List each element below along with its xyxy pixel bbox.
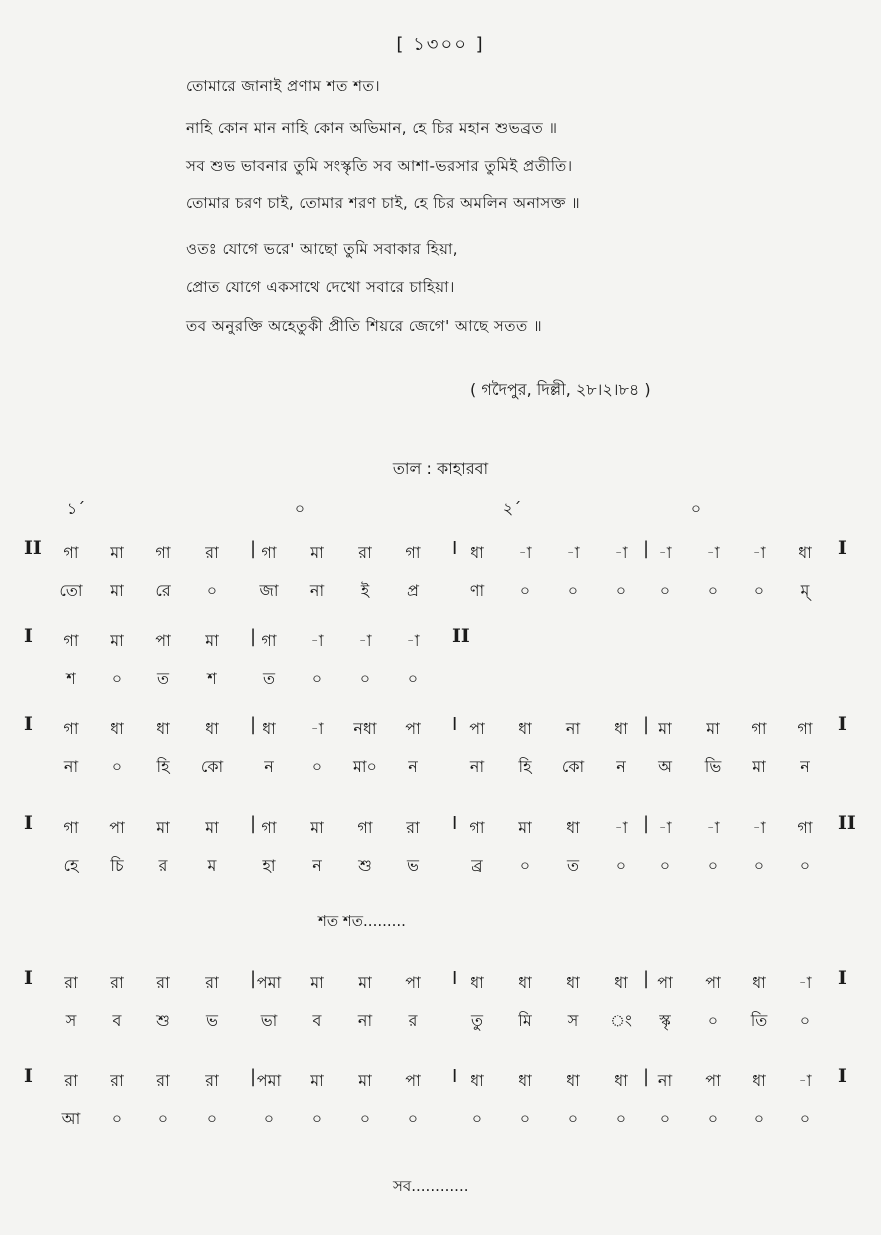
swara-note: রা xyxy=(406,818,420,837)
swara-note: ধা xyxy=(566,973,580,992)
lyric-syllable: ০ xyxy=(707,1109,719,1128)
beat-marker: ১´ xyxy=(66,499,86,518)
swara-note: -া xyxy=(566,543,580,562)
lyric-syllable: ন xyxy=(264,757,274,776)
swara-note: ধা xyxy=(470,973,484,992)
lyric-syllable: ০ xyxy=(111,1109,123,1128)
swara-note: ধা xyxy=(614,1071,628,1090)
lyric-syllable: ম্ xyxy=(800,581,810,600)
lyric-syllable: ণা xyxy=(469,581,485,600)
swara-note: -া xyxy=(752,543,766,562)
swara-note: ধা xyxy=(518,973,532,992)
beat-divider: I xyxy=(452,714,458,735)
lyric-syllable: না xyxy=(309,581,325,600)
continuation-text: সব............ xyxy=(393,1177,469,1195)
lyric-syllable: আ xyxy=(61,1109,81,1128)
beat-divider: I xyxy=(452,813,458,834)
swara-note: পা xyxy=(405,719,421,738)
swara-note: রা xyxy=(156,1071,170,1090)
swara-note: না xyxy=(565,719,581,738)
end-barline: I xyxy=(838,967,847,989)
lyric-syllable: স্কৃ xyxy=(659,1011,671,1030)
lyric-syllable: ত xyxy=(566,856,579,875)
swara-note: -া xyxy=(310,719,324,738)
start-barline: II xyxy=(24,537,42,559)
start-barline: I xyxy=(24,713,33,735)
lyric-syllable: ০ xyxy=(799,1109,811,1128)
swara-note: ধা xyxy=(470,543,484,562)
beat-divider: I xyxy=(452,538,458,559)
swara-note: ধা xyxy=(614,973,628,992)
lyric-syllable: কো xyxy=(561,757,585,776)
lyric-line: তোমার চরণ চাই, তোমার শরণ চাই, হে চির অমলিন অনাসক্ত ॥ xyxy=(186,194,581,212)
swara-note: পা xyxy=(469,719,485,738)
swara-note: রা xyxy=(110,1071,124,1090)
lyric-line: তোমারে জানাই প্রণাম শত শত। xyxy=(186,77,381,95)
swara-note: রা xyxy=(205,973,219,992)
end-barline: I xyxy=(838,537,847,559)
swara-note: গা xyxy=(405,543,421,562)
lyric-syllable: ০ xyxy=(111,669,123,688)
swara-note: গা xyxy=(63,719,79,738)
swara-note: রা xyxy=(205,543,219,562)
lyric-syllable: ন xyxy=(800,757,810,776)
lyric-syllable: ভি xyxy=(704,757,722,776)
beat-divider: | xyxy=(250,968,257,989)
lyric-line: ওতঃ যোগে ভরে' আছো তুমি সবাকার হিয়া, xyxy=(186,240,459,258)
swara-note: মা xyxy=(358,1071,372,1090)
lyric-syllable: না xyxy=(357,1011,373,1030)
lyric-syllable: মা০ xyxy=(353,757,377,776)
swara-note: ধা xyxy=(752,973,766,992)
lyric-syllable: ০ xyxy=(753,1109,765,1128)
lyric-syllable: ০ xyxy=(519,1109,531,1128)
beat-divider: | xyxy=(250,1066,257,1087)
swara-note: মা xyxy=(156,818,170,837)
beat-marker: ০ xyxy=(294,499,306,518)
swara-note: পা xyxy=(705,1071,721,1090)
lyric-syllable: ত xyxy=(156,669,169,688)
lyric-syllable: জা xyxy=(259,581,279,600)
swara-note: -া xyxy=(658,543,672,562)
swara-note: পা xyxy=(109,818,125,837)
lyric-syllable: শ xyxy=(66,669,76,688)
lyric-syllable: ০ xyxy=(311,757,323,776)
swara-note: ধা xyxy=(798,543,812,562)
lyric-syllable: ০ xyxy=(753,856,765,875)
lyric-syllable: অ xyxy=(658,757,672,776)
lyric-syllable: ০ xyxy=(263,1109,275,1128)
lyric-syllable: ০ xyxy=(407,1109,419,1128)
lyric-syllable: ০ xyxy=(659,1109,671,1128)
lyric-syllable: প্র xyxy=(407,581,419,600)
lyric-syllable: ০ xyxy=(206,1109,218,1128)
lyric-syllable: ০ xyxy=(799,1011,811,1030)
swara-note: পা xyxy=(405,1071,421,1090)
swara-note: -া xyxy=(752,818,766,837)
lyric-syllable: ব xyxy=(312,1011,322,1030)
beat-marker: ২´ xyxy=(502,499,522,518)
start-barline: I xyxy=(24,812,33,834)
lyric-syllable: না xyxy=(469,757,485,776)
beat-divider: | xyxy=(250,626,257,647)
swara-note: মা xyxy=(205,818,219,837)
lyric-syllable: ০ xyxy=(615,856,627,875)
lyric-syllable: হি xyxy=(156,757,170,776)
beat-divider: | xyxy=(250,538,257,559)
beat-divider: | xyxy=(250,813,257,834)
lyric-syllable: ০ xyxy=(519,856,531,875)
swara-note: পা xyxy=(705,973,721,992)
page-number: [ ১৩০০ ] xyxy=(396,34,485,55)
lyric-line: সব শুভ ভাবনার তুমি সংস্কৃতি সব আশা-ভরসার তুমিই প্রতীতি। xyxy=(186,157,573,175)
swara-note: মা xyxy=(110,543,124,562)
swara-note: রা xyxy=(110,973,124,992)
swara-note: -া xyxy=(614,818,628,837)
swara-note: ধা xyxy=(566,818,580,837)
swara-note: পমা xyxy=(256,1071,282,1090)
beat-divider: I xyxy=(452,1066,458,1087)
lyric-syllable: স xyxy=(65,1011,77,1030)
beat-divider: | xyxy=(643,538,650,559)
swara-note: রা xyxy=(64,1071,78,1090)
place-date: ( গদৈপুর, দিল্লী, ২৮।২।৮৪ ) xyxy=(470,380,651,399)
lyric-syllable: ন xyxy=(616,757,626,776)
beat-divider: | xyxy=(643,1066,650,1087)
lyric-line: তব অনুরক্তি অহেতুকী প্রীতি শিয়রে জেগে' আছে সতত ॥ xyxy=(186,317,543,335)
lyric-syllable: শ xyxy=(207,669,217,688)
swara-note: পমা xyxy=(256,973,282,992)
lyric-syllable: র xyxy=(408,1011,418,1030)
swara-note: মা xyxy=(310,973,324,992)
lyric-syllable: ভ xyxy=(407,856,419,875)
lyric-syllable: ০ xyxy=(206,581,218,600)
swara-note: পা xyxy=(155,631,171,650)
beat-divider: | xyxy=(250,714,257,735)
beat-marker: ০ xyxy=(690,499,702,518)
swara-note: -া xyxy=(518,543,532,562)
swara-note: গা xyxy=(357,818,373,837)
lyric-syllable: ০ xyxy=(311,669,323,688)
lyric-syllable: শু xyxy=(358,856,372,875)
lyric-syllable: ০ xyxy=(359,1109,371,1128)
lyric-syllable: ০ xyxy=(471,1109,483,1128)
lyric-syllable: ব্র xyxy=(471,856,483,875)
lyric-syllable: হি xyxy=(518,757,532,776)
swara-note: রা xyxy=(205,1071,219,1090)
swara-note: গা xyxy=(261,818,277,837)
lyric-syllable: না xyxy=(63,757,79,776)
lyric-syllable: ত xyxy=(262,669,275,688)
beat-divider: I xyxy=(452,968,458,989)
swara-note: -া xyxy=(658,818,672,837)
swara-note: -া xyxy=(614,543,628,562)
swara-note: মা xyxy=(110,631,124,650)
swara-note: ধা xyxy=(470,1071,484,1090)
swara-note: গা xyxy=(797,719,813,738)
swara-note: মা xyxy=(310,818,324,837)
end-barline: II xyxy=(452,625,470,647)
swara-note: ধা xyxy=(156,719,170,738)
swara-note: মা xyxy=(310,1071,324,1090)
lyric-syllable: শু xyxy=(156,1011,170,1030)
lyric-syllable: ০ xyxy=(707,581,719,600)
swara-note: ধা xyxy=(518,719,532,738)
beat-divider: | xyxy=(643,813,650,834)
lyric-syllable: স xyxy=(567,1011,579,1030)
lyric-syllable: ০ xyxy=(567,581,579,600)
swara-note: ধা xyxy=(262,719,276,738)
swara-note: ধা xyxy=(205,719,219,738)
lyric-syllable: কো xyxy=(200,757,224,776)
continuation-text: শত শত......... xyxy=(318,912,406,930)
swara-note: মা xyxy=(358,973,372,992)
end-barline: II xyxy=(838,812,856,834)
swara-note: গা xyxy=(63,631,79,650)
swara-note: পা xyxy=(405,973,421,992)
lyric-syllable: ০ xyxy=(519,581,531,600)
start-barline: I xyxy=(24,625,33,647)
beat-divider: | xyxy=(643,968,650,989)
beat-divider: | xyxy=(643,714,650,735)
lyric-syllable: ০ xyxy=(567,1109,579,1128)
lyric-syllable: ম xyxy=(207,856,217,875)
swara-note: ধা xyxy=(110,719,124,738)
swara-note: রা xyxy=(64,973,78,992)
lyric-syllable: ং xyxy=(610,1011,632,1030)
lyric-syllable: ভ xyxy=(206,1011,218,1030)
lyric-syllable: ০ xyxy=(659,581,671,600)
swara-note: মা xyxy=(310,543,324,562)
lyric-syllable: র xyxy=(158,856,168,875)
lyric-syllable: ০ xyxy=(659,856,671,875)
lyric-syllable: ০ xyxy=(157,1109,169,1128)
end-barline: I xyxy=(838,1065,847,1087)
lyric-syllable: মি xyxy=(518,1011,532,1030)
swara-note: রা xyxy=(156,973,170,992)
swara-note: -া xyxy=(706,543,720,562)
lyric-syllable: ন xyxy=(312,856,322,875)
lyric-syllable: ০ xyxy=(407,669,419,688)
lyric-syllable: ই xyxy=(360,581,370,600)
swara-note: গা xyxy=(261,543,277,562)
swara-note: -া xyxy=(358,631,372,650)
lyric-syllable: মা xyxy=(110,581,124,600)
swara-note: -া xyxy=(310,631,324,650)
lyric-syllable: ০ xyxy=(615,1109,627,1128)
end-barline: I xyxy=(838,713,847,735)
swara-note: গা xyxy=(63,543,79,562)
lyric-syllable: ০ xyxy=(707,1011,719,1030)
swara-note: না xyxy=(657,1071,673,1090)
swara-note: মা xyxy=(658,719,672,738)
swara-note: ধা xyxy=(518,1071,532,1090)
taal-label: তাল : কাহারবা xyxy=(392,459,489,478)
swara-note: গা xyxy=(469,818,485,837)
swara-note: গা xyxy=(797,818,813,837)
swara-note: মা xyxy=(706,719,720,738)
swara-note: গা xyxy=(261,631,277,650)
lyric-syllable: ০ xyxy=(707,856,719,875)
swara-note: -া xyxy=(798,973,812,992)
swara-note: গা xyxy=(751,719,767,738)
lyric-syllable: হে xyxy=(63,856,79,875)
swara-note: গা xyxy=(155,543,171,562)
lyric-line: প্রোত যোগে একসাথে দেখো সবারে চাহিয়া। xyxy=(186,278,455,296)
lyric-syllable: হা xyxy=(262,856,276,875)
swara-note: গা xyxy=(63,818,79,837)
lyric-syllable: তি xyxy=(750,1011,768,1030)
lyric-syllable: তু xyxy=(470,1011,483,1030)
lyric-syllable: ০ xyxy=(111,757,123,776)
lyric-syllable: ০ xyxy=(615,581,627,600)
swara-note: ধা xyxy=(614,719,628,738)
swara-note: ধা xyxy=(566,1071,580,1090)
lyric-syllable: ভা xyxy=(260,1011,278,1030)
lyric-syllable: রে xyxy=(155,581,171,600)
lyric-line: নাহি কোন মান নাহি কোন অভিমান, হে চির মহান শুভব্রত ॥ xyxy=(186,119,558,137)
swara-note: রা xyxy=(358,543,372,562)
swara-note: ধা xyxy=(752,1071,766,1090)
lyric-syllable: ন xyxy=(408,757,418,776)
swara-note: -া xyxy=(798,1071,812,1090)
swara-note: নধা xyxy=(353,719,377,738)
lyric-syllable: ০ xyxy=(799,856,811,875)
lyric-syllable: চি xyxy=(110,856,124,875)
start-barline: I xyxy=(24,1065,33,1087)
lyric-syllable: তো xyxy=(59,581,83,600)
start-barline: I xyxy=(24,967,33,989)
lyric-syllable: ০ xyxy=(753,581,765,600)
lyric-syllable: ০ xyxy=(311,1109,323,1128)
swara-note: মা xyxy=(518,818,532,837)
swara-note: -া xyxy=(406,631,420,650)
lyric-syllable: ব xyxy=(112,1011,122,1030)
swara-note: পা xyxy=(657,973,673,992)
lyric-syllable: ০ xyxy=(359,669,371,688)
lyric-syllable: মা xyxy=(752,757,766,776)
swara-note: -া xyxy=(706,818,720,837)
swara-note: মা xyxy=(205,631,219,650)
